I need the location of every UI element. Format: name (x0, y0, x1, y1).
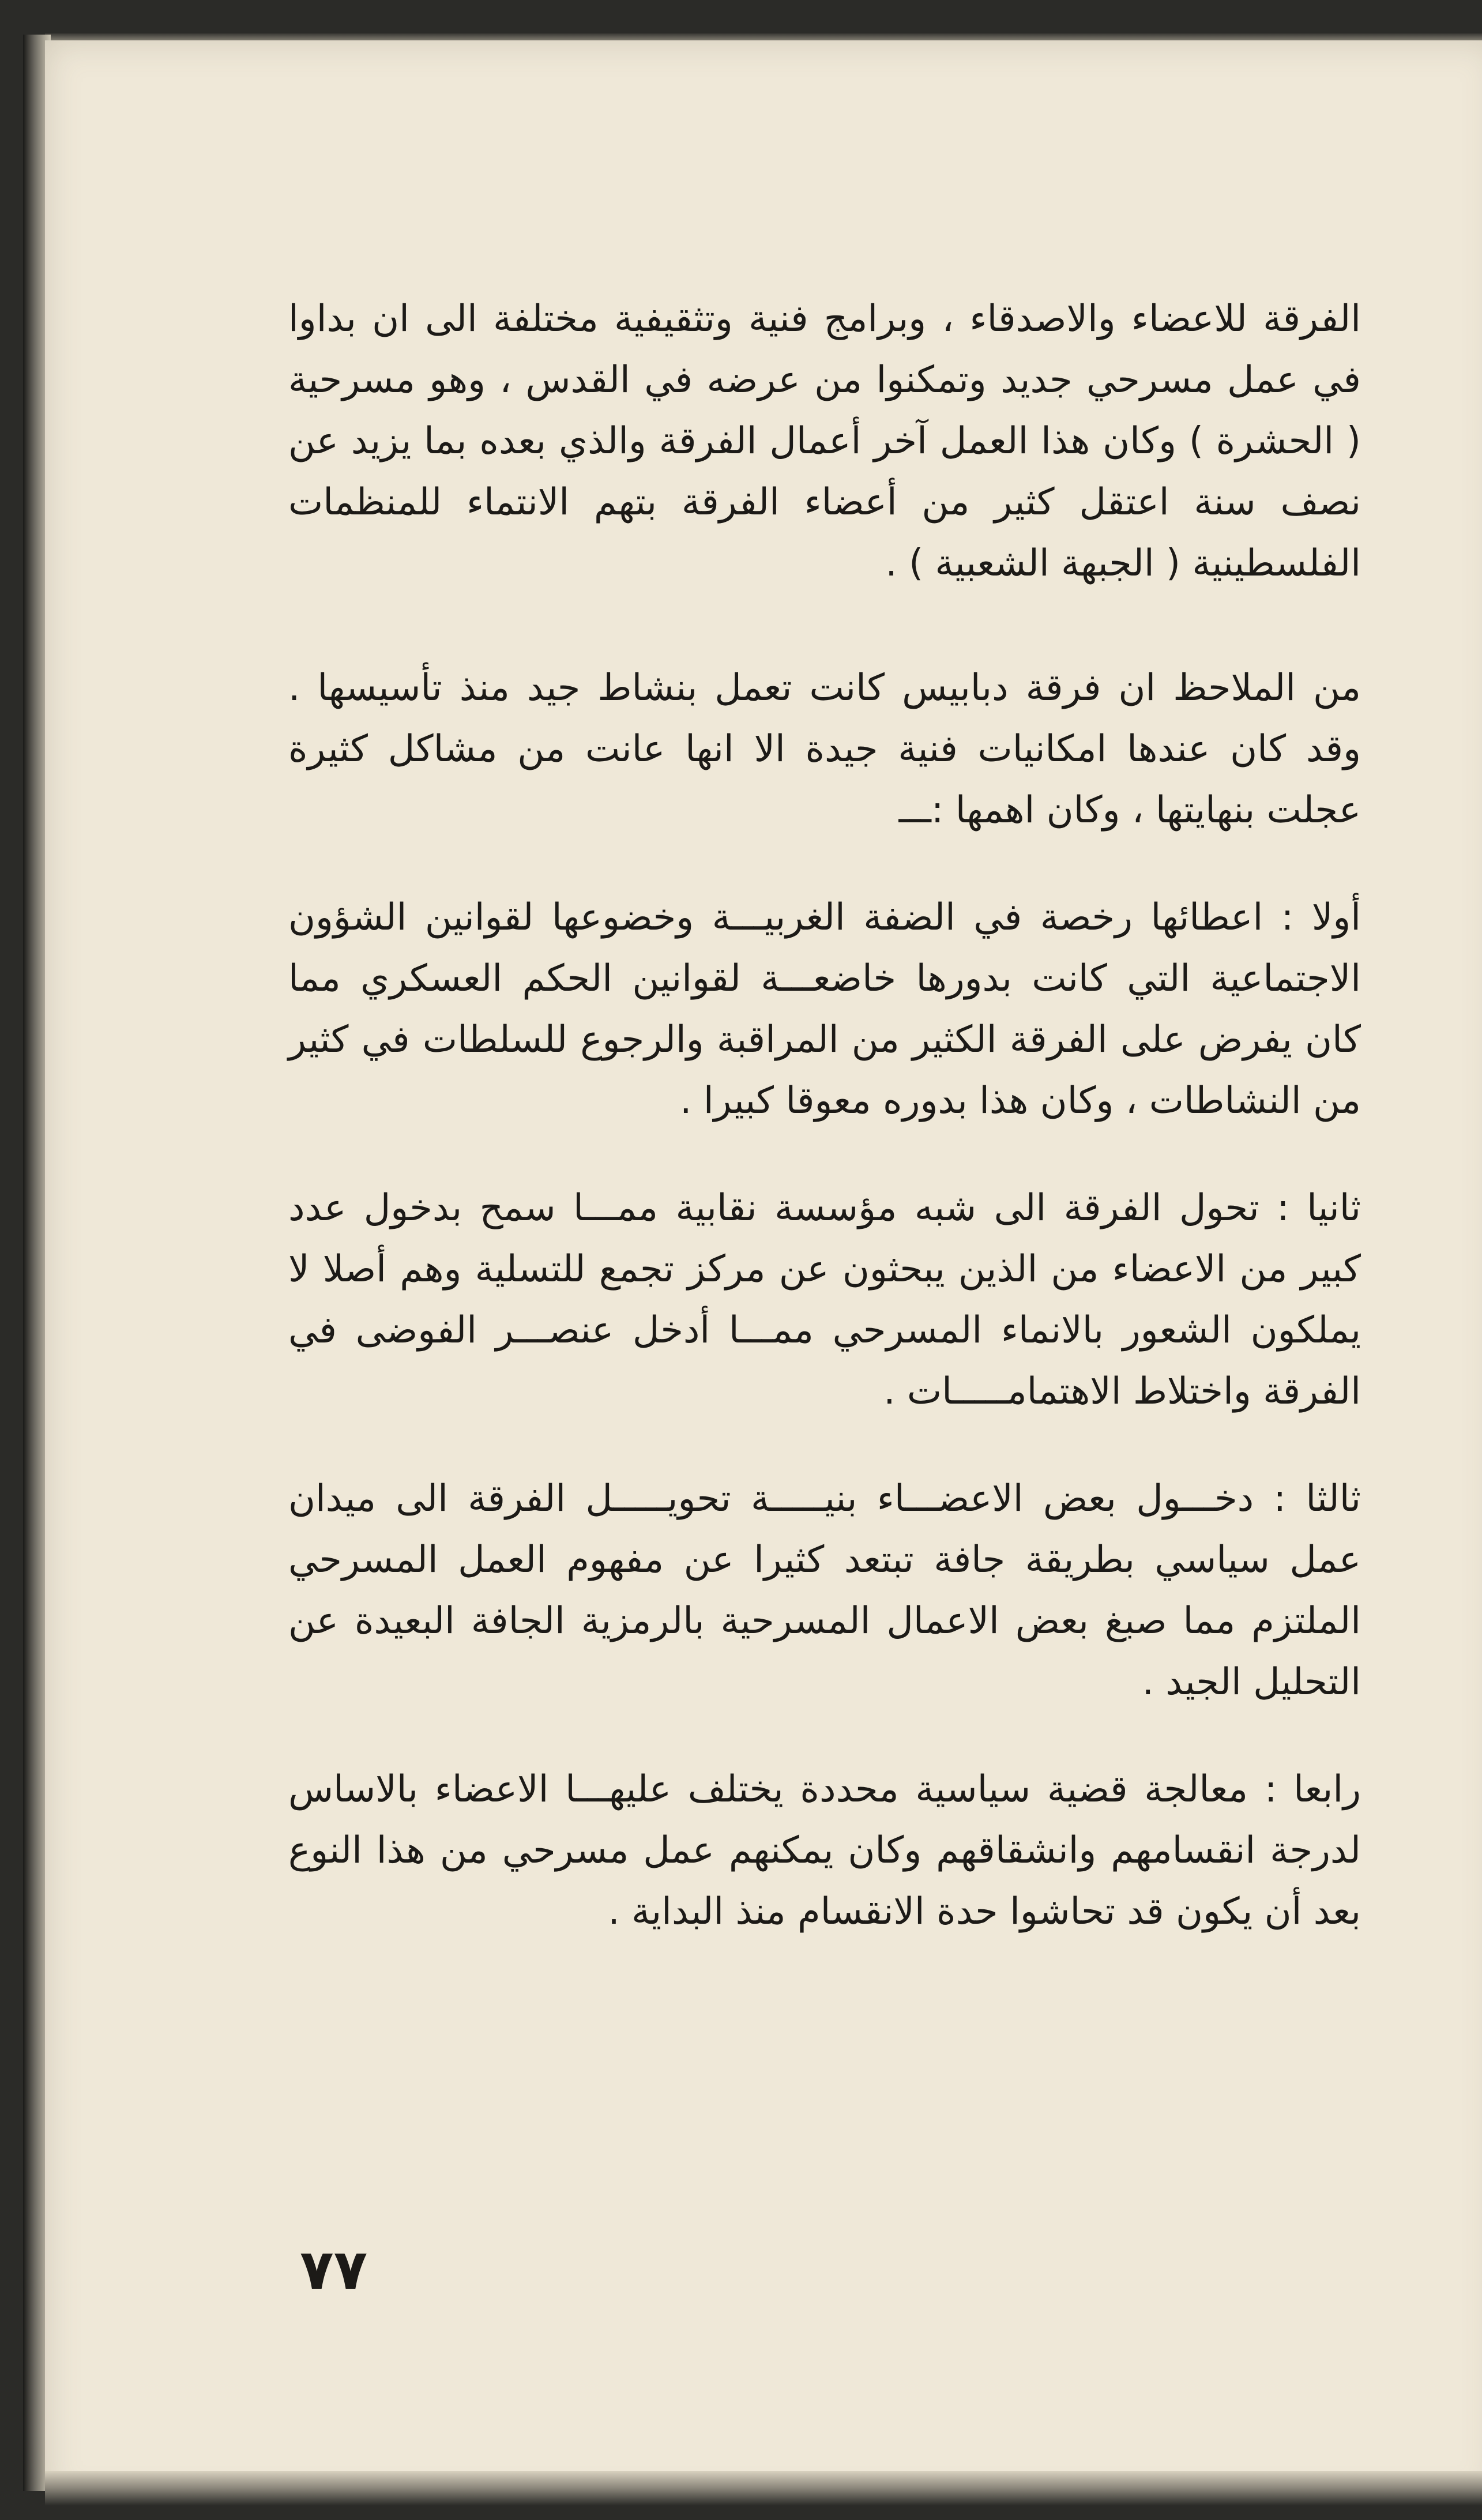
page-bottom-edge (45, 2471, 1482, 2506)
page-number: ٧٧ (300, 2237, 368, 2302)
paragraph-3: أولا : اعطائها رخصة في الضفة الغربيـــة وخضوعها لقوانين الشؤون الاجتماعية التي كانت بدورها خاضعـــة لقوانين الحكم العسكري مما كان يفرض على الفرقة الكثير من المراقبة والرجوع للسلطات في كثير من النشاطات ، وكان هذا بدوره معوقا كبيرا . (288, 896, 1361, 1122)
paragraph-5: ثالثا : دخـــول بعض الاعضـــاء بنيـــــة تحويـــــل الفرقة الى ميدان عمل سياسي بطريقة جافة تبتعد كثيرا عن مفهوم العمل المسرحي الملتزم مما صبغ بعض الاعمال المسرحية بالرمزية الجافة البعيدة عن التحليل الجيد . (288, 1477, 1361, 1703)
paragraph-1: الفرقة للاعضاء والاصدقاء ، وبرامج فنية وتثقيفية مختلفة الى ان بداوا في عمل مسرحي جديد وتمكنوا من عرضه في القدس ، وهو مسرحية ( الحشرة ) وكان هذا العمل آخر أعمال الفرقة والذي بعده بما يزيد عن نصف سنة اعتقل كثير من أعضاء الفرقة بتهم الانتماء للمنظمات الفلسطينية ( الجبهة الشعبية ) . (288, 298, 1361, 585)
paragraph-2: من الملاحظ ان فرقة دبابيس كانت تعمل بنشاط جيد منذ تأسيسها . وقد كان عندها امكانيات فنية جيدة الا انها عانت من مشاكل كثيرة عجلت بنهايتها ، وكان اهمها :ـــ (288, 667, 1361, 832)
paragraph-4: ثانيا : تحول الفرقة الى شبه مؤسسة نقابية ممـــا سمح بدخول عدد كبير من الاعضاء من الذين يبحثون عن مركز تجمع للتسلية وهم أصلا لا يملكون الشعور بالانماء المسرحي ممـــا أدخل عنصـــر الفوضى في الفرقة واختلاط الاهتمامـــــات . (288, 1187, 1361, 1413)
body-text (288, 288, 1361, 1942)
paragraph-6: رابعا : معالجة قضية سياسية محددة يختلف عليهـــا الاعضاء بالاساس لدرجة انقسامهم وانشقاقهم وكان يمكنهم عمل مسرحي من هذا النوع بعد أن يكون قد تحاشوا حدة الانقسام منذ البداية . (288, 1768, 1361, 1933)
